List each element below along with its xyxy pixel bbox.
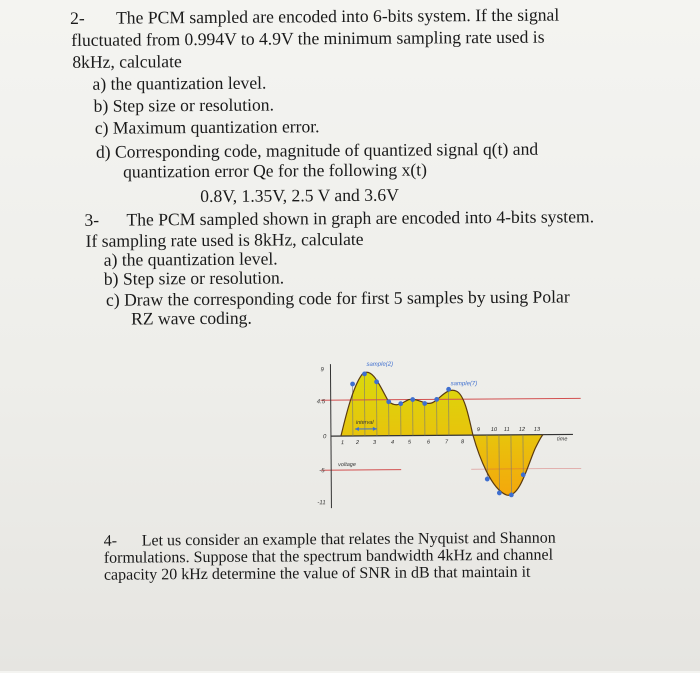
y-tick-4-5: 4.5 [317, 399, 326, 405]
q2-number: 2- [70, 8, 116, 28]
q2-line2: fluctuated from 0.994V to 4.9V the minimum sampling rate used is [71, 27, 544, 50]
label-time: time [557, 436, 567, 442]
y-tick-9: 9 [320, 367, 324, 373]
x-tick-2: 2 [355, 440, 359, 446]
x-tick-10: 10 [491, 427, 498, 433]
x-tick-4: 4 [391, 440, 394, 446]
label-voltage: voltage [338, 462, 356, 468]
label-interval: interval [356, 420, 375, 426]
q3-item-c-cont: RZ wave coding. [131, 308, 252, 329]
x-tick-1: 1 [341, 440, 344, 446]
y-tick-minus-11: -11 [317, 500, 325, 506]
q2-line1: 2- The PCM sampled are encoded into 6-bits system. If the signal [70, 5, 559, 28]
q2-item-c: c) Maximum quantization error. [95, 116, 320, 138]
q2-values: 0.8V, 1.35V, 2.5 V and 3.6V [200, 185, 399, 206]
x-tick-6: 6 [427, 439, 431, 445]
label-sample2: sample(2) [366, 362, 393, 368]
q4-number: 4- [104, 531, 142, 551]
q3-number: 3- [84, 210, 126, 230]
y-tick-0: 0 [323, 434, 327, 440]
x-tick-8: 8 [461, 439, 465, 445]
x-tick-11: 11 [504, 427, 510, 433]
label-sample7: sample(7) [451, 381, 478, 387]
x-tick-13: 13 [534, 427, 541, 433]
signal-area-fill [341, 371, 544, 496]
y-tick-minus-5: -5 [319, 468, 325, 474]
q2-item-d: d) Corresponding code, magnitude of quantized signal q(t) and [96, 139, 538, 162]
q3-line1: 3- The PCM sampled shown in graph are encoded into 4-bits system. [84, 206, 594, 230]
q3-item-c: c) Draw the corresponding code for first 5 samples by using Polar [106, 286, 570, 309]
x-tick-12: 12 [519, 427, 525, 433]
x-tick-7: 7 [445, 439, 449, 445]
x-tick-5: 5 [408, 440, 412, 446]
x-tick-9: 9 [477, 427, 480, 433]
q3-item-a: a) the quantization level. [104, 249, 278, 270]
q2-item-a: a) the quantization level. [92, 73, 266, 94]
ref-line-minus-5 [321, 470, 401, 471]
q4-line1: 4- Let us consider an example that relates the Nyquist and Shannon [104, 529, 556, 552]
q2-line3: 8kHz, calculate [72, 51, 182, 72]
q4-line3: capacity 20 kHz determine the value of SNR in dB that maintain it [104, 563, 531, 586]
pcm-sample-graph [300, 356, 591, 518]
q2-item-b: b) Step size or resolution. [94, 95, 274, 116]
q2-item-d-cont: quantization error Qe for the following x(t) [123, 159, 427, 181]
q3-item-b: b) Step size or resolution. [104, 267, 284, 288]
x-tick-3: 3 [373, 440, 377, 446]
q4-line2: formulations. Suppose that the spectrum bandwidth 4kHz and channel [104, 546, 553, 569]
q3-line2: If sampling rate used is 8kHz, calculate [86, 229, 364, 251]
